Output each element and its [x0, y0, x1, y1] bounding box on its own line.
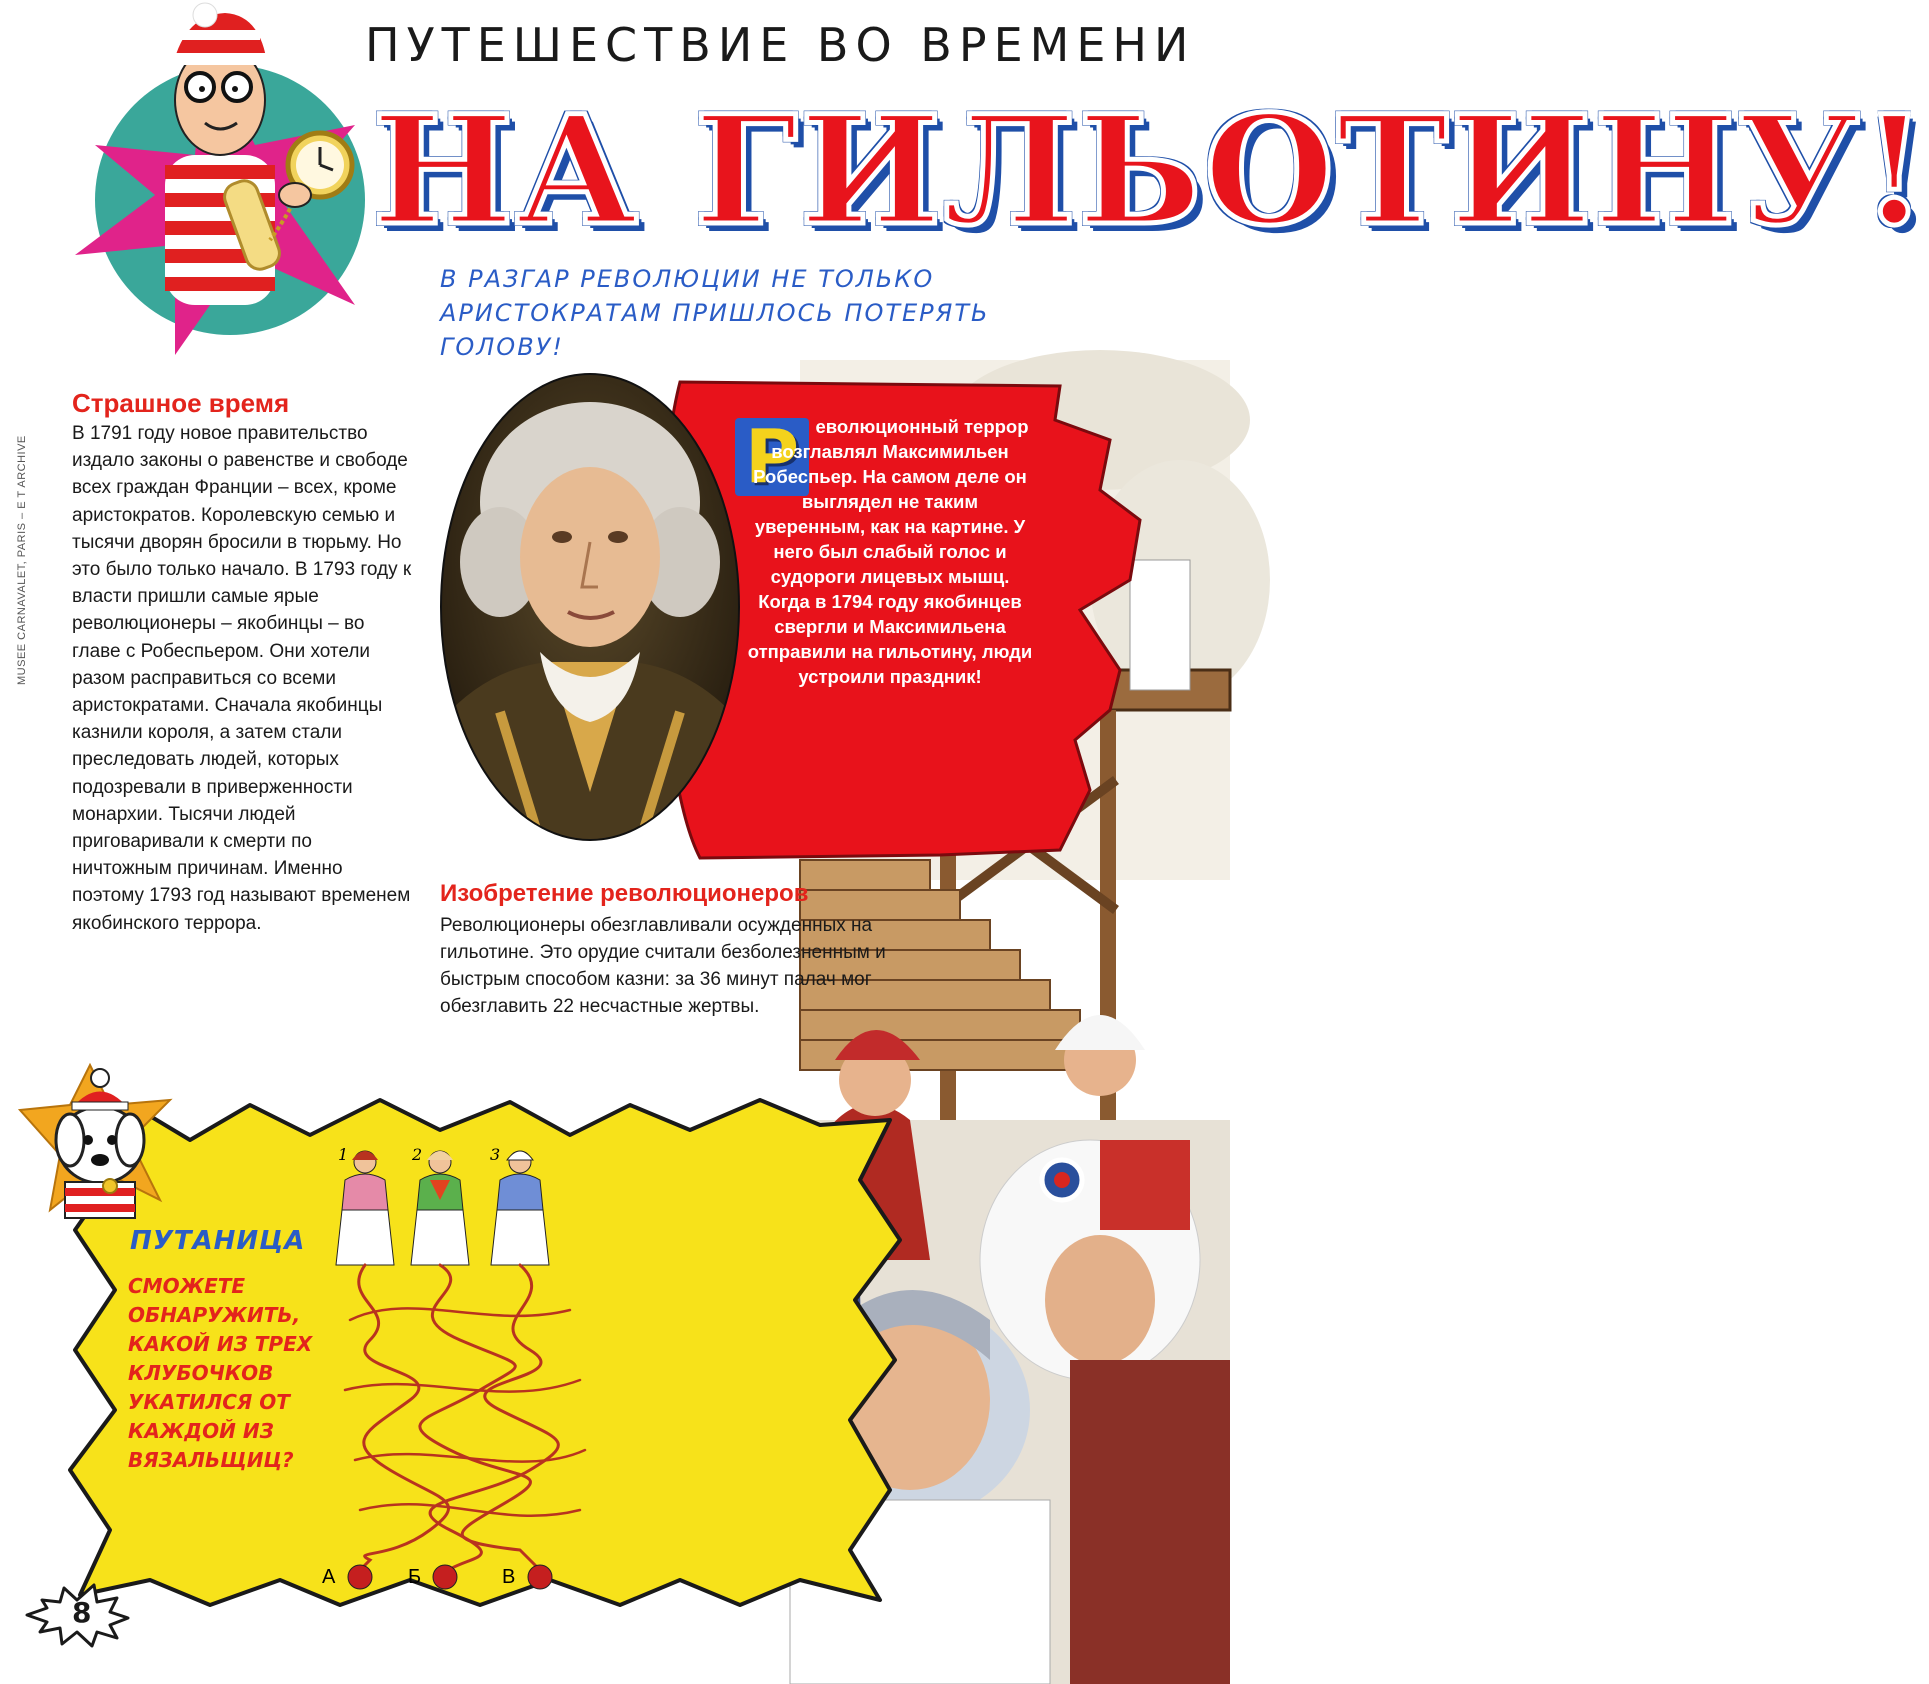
knitter-3 — [490, 1145, 549, 1265]
puzzle-question: СМОЖЕТЕ ОБНАРУЖИТЬ, КАКОЙ ИЗ ТРЕХ КЛУБОЧКОВ УКАТИЛСЯ ОТ КАЖДОЙ ИЗ ВЯЗАЛЬЩИЦ? — [128, 1274, 313, 1472]
yarn-ball-label: Б — [408, 1566, 422, 1588]
section-body-terror: В 1791 году новое правительство издало законы о равенстве и свободе всех граждан Франции – всех, кроме аристократов. Королевскую семью и тысячи дворян бросили в тюрьму. Но это было только начало. В 1793 году к власти пришли самые ярые революционеры – якобинцы – во главе с Робеспьером. Они хотели разом расправиться со всеми аристократами. Сначала якобинцы казнили короля, а затем стали преследовать людей, которых подозревали в приверженности монархии. Тысячи людей приговаривали к смерти по ничтожным причинам. Именно поэтому 1793 год называют временем якобинского террора. — [72, 423, 412, 934]
intro-text: В РАЗГАР РЕВОЛЮЦИИ НЕ ТОЛЬКО АРИСТОКРАТАМ ПРИШЛОСЬ ПОТЕРЯТЬ ГОЛОВУ! — [440, 265, 990, 361]
tangled-yarn-maze — [322, 1140, 610, 1590]
page-number: 8 — [72, 1596, 92, 1629]
robespierre-text — [745, 414, 1035, 689]
knitter-2 — [411, 1145, 469, 1265]
robespierre-portrait — [440, 372, 740, 842]
yarn-ball-a — [322, 1565, 372, 1589]
section-body-invention: Революционеры обезглавливали осужденных на гильотине. Это орудие считали безболезненным и быстрым способом казни: за 36 минут палач мог обезглавить 22 несчастные жертвы. — [440, 915, 886, 1017]
yarn-ball-label: В — [502, 1566, 516, 1588]
section-heading-terror: Страшное время — [72, 388, 290, 418]
page-title-text: НА ГИЛЬОТИНУ! — [372, 83, 1929, 259]
knitter-number: 3 — [490, 1145, 501, 1164]
puzzle-title: ПУТАНИЦА — [130, 1226, 306, 1256]
photo-credit: MUSEE CARNAVALET, PARIS – E T ARCHIVE — [16, 435, 28, 685]
knitter-number: 1 — [338, 1145, 349, 1164]
header-subtitle: ПУТЕШЕСТВИЕ ВО ВРЕМЕНИ — [365, 18, 1196, 72]
woof-dog-illustration — [10, 1060, 190, 1220]
robespierre-drop-cap: Р — [735, 418, 809, 496]
knitter-number: 2 — [412, 1145, 423, 1164]
yarn-ball-c — [502, 1565, 552, 1589]
yarn-ball-label: А — [322, 1566, 336, 1588]
section-heading-invention: Изобретение революционеров — [440, 880, 809, 907]
robespierre-text-body: еволюционный террор возглавлял Максимильен Робеспьер. На самом деле он выглядел не таким уверенным, как на картине. У него был слабый голос и судороги лицевых мышц. Когда в 1794 году якобинцев свергли и Максимильена отправили на гильотину, люди устроили праздник! — [747, 416, 1033, 687]
yarn-ball-b — [408, 1565, 457, 1589]
knitter-1 — [336, 1145, 394, 1265]
page-title — [372, 83, 1929, 259]
